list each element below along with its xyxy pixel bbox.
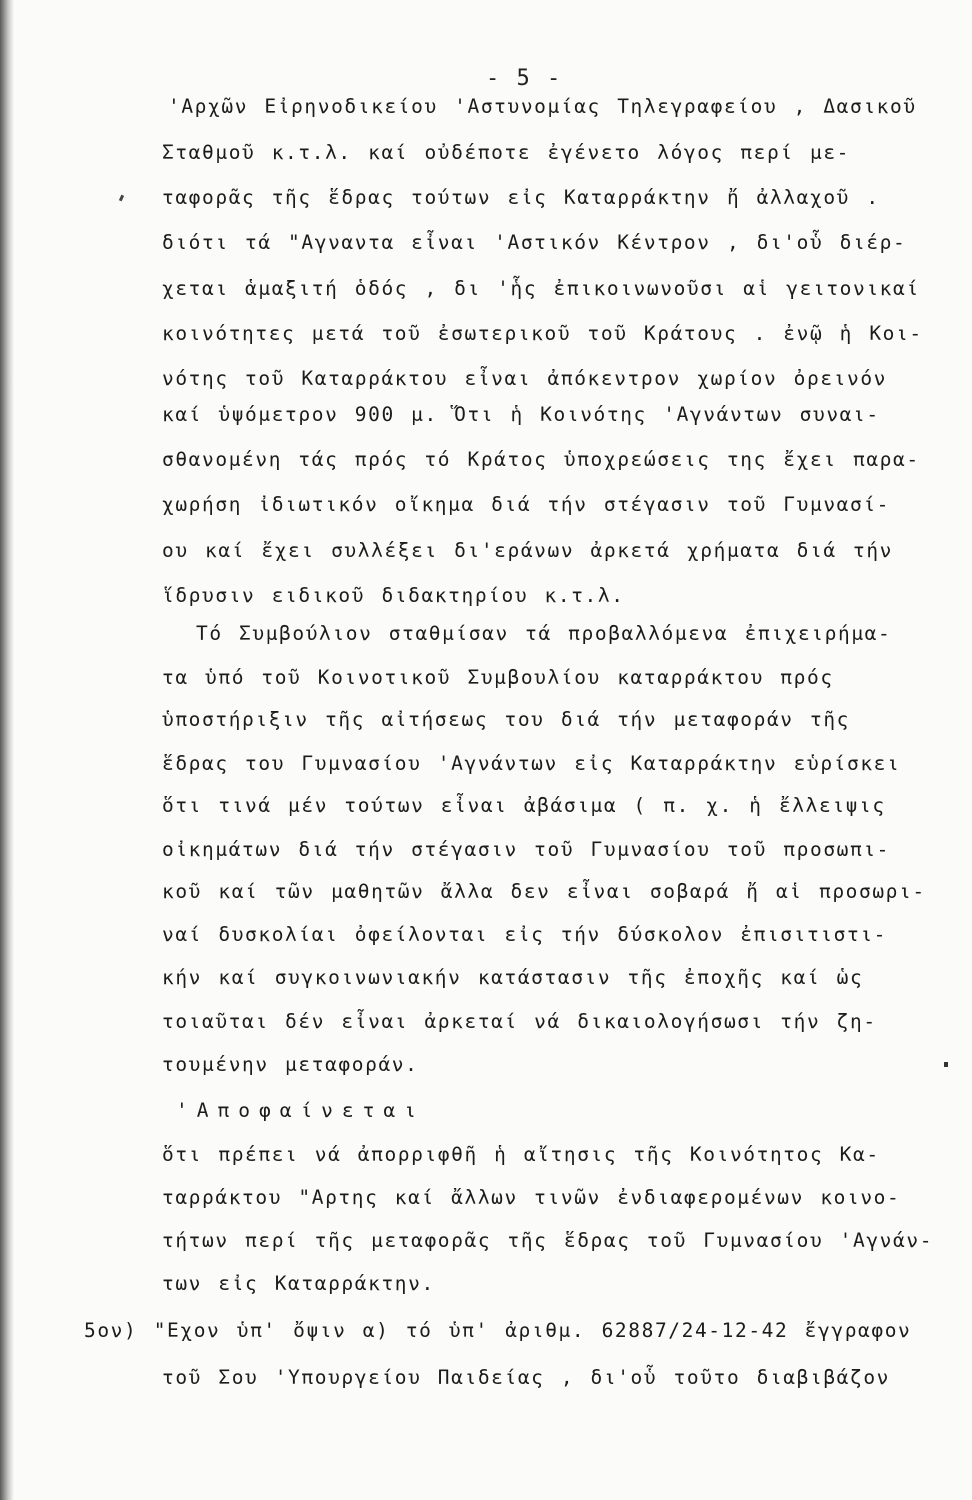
text-line: χεται ἁμαξιτή ὁδός , δι 'ἧς ἐπικοινωνοῦσι αἱ γειτονικαί bbox=[162, 277, 920, 300]
text-line: καί ὑψόμετρον 900 μ. Ὅτι ἡ Κοινότης 'Αγνάντων συναι- bbox=[162, 403, 880, 426]
text-line: τοῦ Σου 'Υπουργείου Παιδείας , δι'οὗ τοῦτο διαβιβάζον bbox=[162, 1366, 891, 1389]
text-line: διότι τά "Αγναντα εἶναι 'Αστικόν Κέντρον , δι'οὗ διέρ- bbox=[162, 231, 907, 254]
text-line: 'Αρχῶν Εἰρηνοδικείου 'Αστυνομίας Τηλεγραφείου , Δασικοῦ bbox=[168, 95, 917, 118]
text-line: τουμένην μεταφοράν. bbox=[162, 1053, 419, 1076]
text-line: ταφορᾶς τῆς ἕδρας τούτων εἰς Καταρράκτην ἤ ἀλλαχοῦ . bbox=[162, 186, 880, 209]
text-line: Τό Συμβούλιον σταθμίσαν τά προβαλλόμενα ἐπιχειρήμα- bbox=[196, 622, 892, 645]
decision-heading: 'Αποφαίνεται bbox=[176, 1099, 425, 1122]
text-line: κήν καί συγκοινωνιακήν κατάστασιν τῆς ἐποχῆς καί ὡς bbox=[162, 966, 864, 989]
text-line: ἕδρας του Γυμνασίου 'Αγνάντων εἰς Καταρράκτην εὑρίσκει bbox=[162, 752, 901, 775]
text-line: κοινότητες μετά τοῦ ἐσωτερικοῦ τοῦ Κράτους . ἐνῷ ἡ Κοι- bbox=[162, 322, 923, 345]
ink-mark bbox=[119, 195, 124, 202]
text-line: ὅτι πρέπει νά ἀπορριφθῆ ἡ αἴτησις τῆς Κοινότητος Κα- bbox=[162, 1143, 880, 1166]
text-line: κοῦ καί τῶν μαθητῶν ἄλλα δεν εἶναι σοβαρά ἤ αἱ προσωρι- bbox=[162, 880, 926, 903]
text-line: τοιαῦται δέν εἶναι ἀρκεταί νά δικαιολογήσωσι τήν ζη- bbox=[162, 1010, 877, 1033]
text-line: ὅτι τινά μέν τούτων εἶναι ἀβάσιμα ( π. χ. ἡ ἔλλειψις bbox=[162, 794, 886, 817]
text-line: νότης τοῦ Καταρράκτου εἶναι ἀπόκεντρον χωρίον ὀρεινόν bbox=[162, 367, 888, 390]
text-line: τήτων περί τῆς μεταφορᾶς τῆς ἕδρας τοῦ Γυμνασίου 'Αγνάν- bbox=[162, 1229, 934, 1252]
text-line: των εἰς Καταρράκτην. bbox=[162, 1272, 435, 1295]
text-line: σθανομένη τάς πρός τό Κράτος ὑποχρεώσεις της ἔχει παρα- bbox=[162, 448, 920, 471]
text-line: 5ον) "Εχον ὑπ' ὄψιν α) τό ὑπ' ἀριθμ. 62887/24-12-42 ἔγγραφον bbox=[84, 1319, 912, 1342]
text-line: ναί δυσκολίαι ὀφείλονται εἰς τήν δύσκολον ἐπισιτιστι- bbox=[162, 923, 888, 946]
text-line: ου καί ἔχει συλλέξει δι'εράνων ἀρκετά χρήματα διά τήν bbox=[162, 539, 894, 562]
text-line: ὑποστήριξιν τῆς αἰτήσεως του διά τήν μεταφοράν τῆς bbox=[162, 708, 850, 731]
page-number: - 5 - bbox=[486, 66, 563, 91]
text-line: ἵδρυσιν ειδικοῦ διδακτηρίου κ.τ.λ. bbox=[162, 584, 625, 607]
text-line: ταρράκτου "Αρτης καί ἄλλων τινῶν ἐνδιαφερομένων κοινο- bbox=[162, 1186, 901, 1209]
text-line: χωρήση ἰδιωτικόν οἴκημα διά τήν στέγασιν τοῦ Γυμνασί- bbox=[162, 493, 891, 516]
text-line: τα ὑπό τοῦ Κοινοτικοῦ Συμβουλίου καταρράκτου πρός bbox=[162, 666, 834, 689]
text-line: οἰκημάτων διά τήν στέγασιν τοῦ Γυμνασίου τοῦ προσωπι- bbox=[162, 838, 891, 861]
ink-mark bbox=[944, 1062, 948, 1067]
text-line: Σταθμοῦ κ.τ.λ. καί οὐδέποτε ἐγένετο λόγος περί με- bbox=[162, 141, 850, 164]
